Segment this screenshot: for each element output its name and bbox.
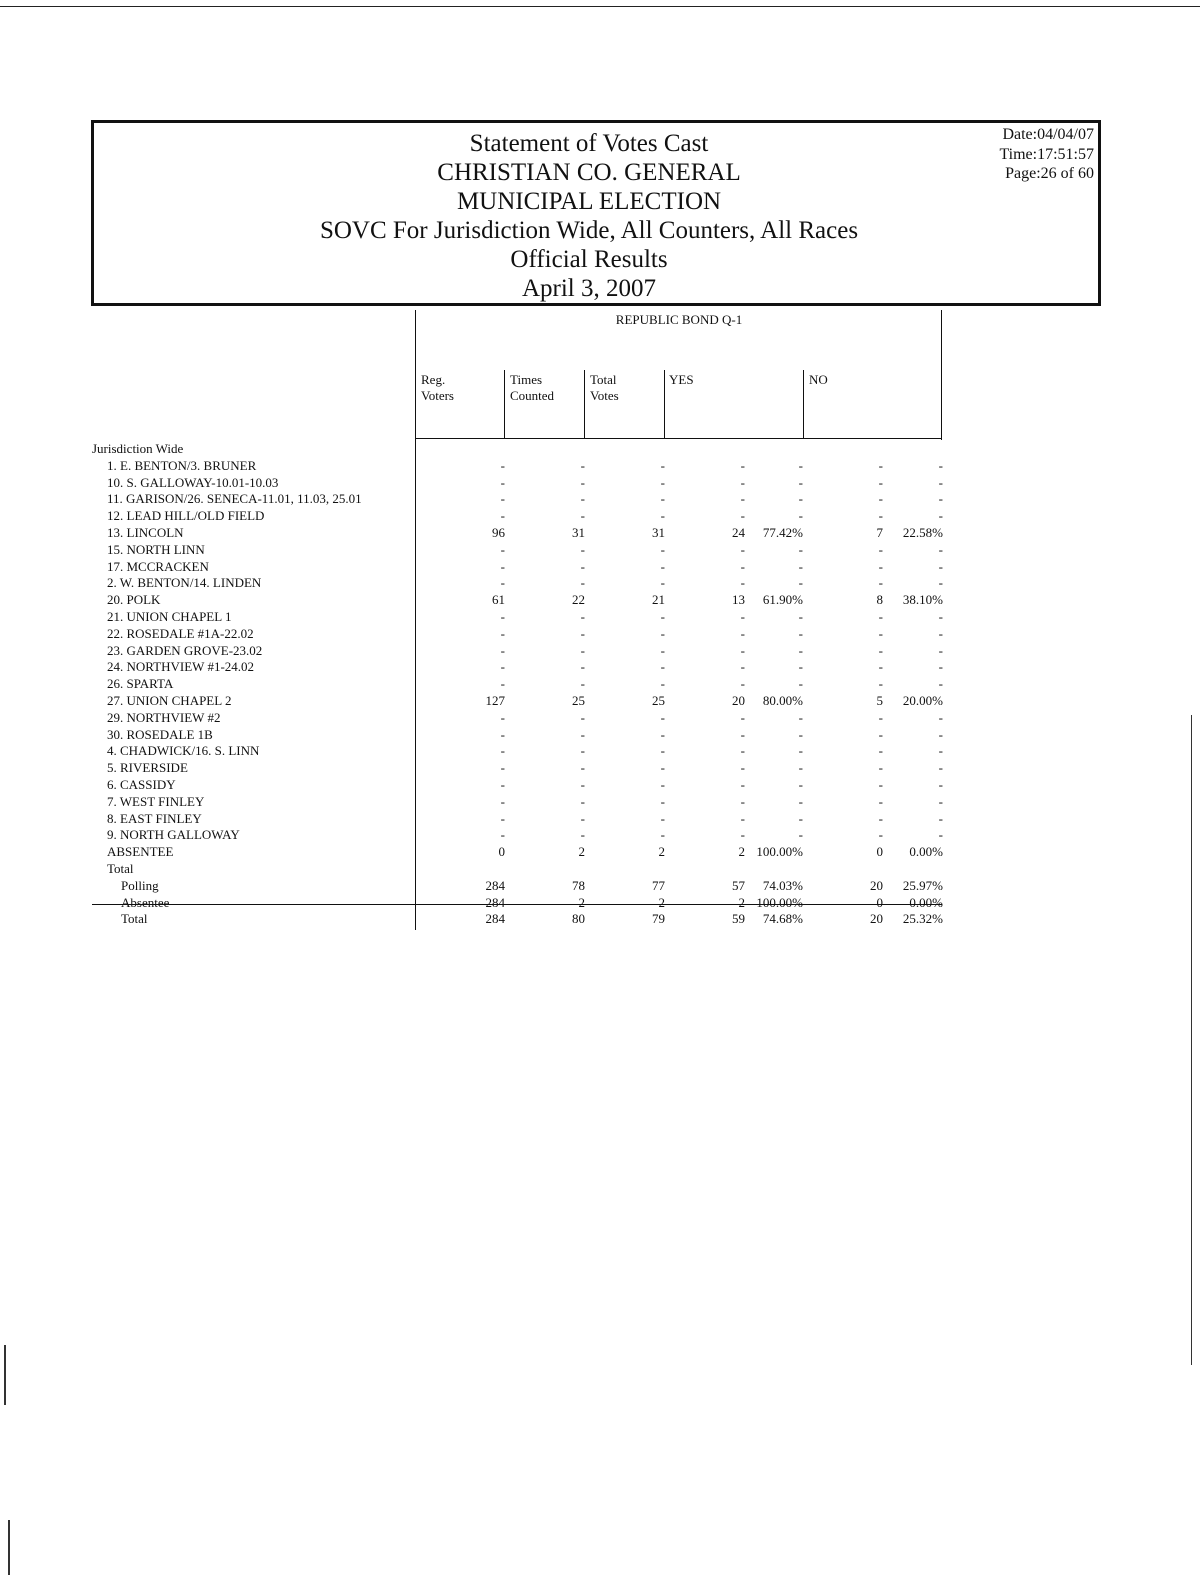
cell-no-count: -	[878, 777, 883, 792]
report-time: Time:17:51:57	[999, 145, 1094, 163]
cell-yes-count: -	[740, 491, 745, 507]
cell-reg-voters: 96	[492, 525, 505, 540]
cell-yes-count: -	[740, 508, 745, 524]
cell-total-votes: -	[660, 609, 665, 624]
cell-yes-count: -	[740, 709, 745, 725]
cell-reg-voters: -	[500, 474, 505, 490]
table-row	[0, 810, 960, 827]
title-line: Official Results	[510, 246, 668, 273]
row-label: 15. NORTH LINN	[107, 541, 205, 557]
cell-yes-percent: -	[798, 642, 803, 658]
col-header-total-votes: Total Votes	[590, 372, 619, 403]
col-header-no: NO	[809, 372, 828, 387]
cell-reg-voters: -	[500, 508, 505, 524]
table-row	[0, 507, 960, 524]
cell-total-votes: 25	[652, 693, 665, 708]
cell-reg-voters: -	[500, 642, 505, 658]
cell-total-votes: -	[660, 625, 665, 641]
row-label: Absentee	[121, 894, 170, 910]
cell-yes-count: 2	[738, 894, 745, 910]
table-row	[0, 457, 960, 474]
cell-no-percent: -	[938, 609, 943, 624]
cell-total-votes: -	[660, 709, 665, 725]
cell-no-percent: -	[938, 709, 943, 725]
cell-total-votes: -	[660, 760, 665, 776]
cell-no-count: 0	[876, 844, 883, 860]
table-row	[0, 742, 960, 759]
cell-no-percent: -	[938, 810, 943, 826]
table-row	[0, 658, 960, 675]
cell-reg-voters: -	[500, 541, 505, 557]
cell-yes-percent: 61.90%	[762, 592, 803, 608]
cell-times-counted: 80	[572, 911, 585, 927]
row-label: Polling	[121, 877, 159, 893]
cell-yes-count: -	[740, 642, 745, 658]
cell-reg-voters: -	[500, 760, 505, 776]
cell-times-counted: -	[580, 609, 585, 624]
cell-no-percent: -	[938, 457, 943, 473]
cell-total-votes: 31	[652, 525, 665, 540]
cell-times-counted: -	[580, 659, 585, 675]
row-label: 12. LEAD HILL/OLD FIELD	[107, 508, 265, 524]
col-header-times-counted	[510, 372, 554, 404]
cell-no-count: 8	[876, 592, 883, 608]
cell-total-votes: -	[660, 558, 665, 574]
cell-no-percent: 20.00%	[902, 693, 943, 708]
cell-yes-percent: -	[798, 676, 803, 692]
cell-times-counted: -	[580, 777, 585, 792]
cell-no-percent: 25.97%	[902, 877, 943, 893]
cell-no-percent: -	[938, 760, 943, 776]
cell-yes-percent: -	[798, 777, 803, 792]
table-row	[0, 490, 960, 507]
cell-yes-count: -	[740, 474, 745, 490]
cell-yes-percent: -	[798, 575, 803, 591]
cell-yes-percent: -	[798, 558, 803, 574]
cell-yes-percent: -	[798, 793, 803, 809]
row-label: 22. ROSEDALE #1A-22.02	[107, 625, 254, 641]
table-row	[0, 558, 960, 575]
table-row	[0, 675, 960, 692]
table-row	[0, 709, 960, 726]
cell-yes-count: 57	[732, 877, 745, 893]
cell-yes-percent: -	[798, 659, 803, 675]
report-title	[304, 129, 874, 303]
cell-times-counted: -	[580, 642, 585, 658]
cell-no-count: -	[878, 508, 883, 524]
row-label: 4. CHADWICK/16. S. LINN	[107, 743, 260, 759]
cell-no-count: 7	[876, 525, 883, 540]
cell-yes-percent: -	[798, 491, 803, 507]
cell-reg-voters: -	[500, 777, 505, 792]
cell-total-votes: -	[660, 793, 665, 809]
col-divider	[664, 370, 665, 438]
cell-no-percent: 22.58%	[902, 525, 943, 540]
cell-no-percent: -	[938, 793, 943, 809]
row-label: 21. UNION CHAPEL 1	[107, 609, 232, 624]
cell-yes-count: 2	[738, 844, 745, 860]
title-line: Statement of Votes Cast	[469, 130, 709, 157]
cell-yes-count: -	[740, 760, 745, 776]
cell-total-votes: -	[660, 642, 665, 658]
cell-yes-count: -	[740, 793, 745, 809]
cell-total-votes: 77	[652, 877, 665, 893]
cell-no-percent: -	[938, 558, 943, 574]
cell-reg-voters: -	[500, 709, 505, 725]
cell-yes-percent: -	[798, 760, 803, 776]
table-row	[0, 860, 960, 877]
cell-no-count: -	[878, 474, 883, 490]
table-row	[0, 440, 960, 457]
row-label: Total	[107, 861, 134, 876]
cell-times-counted: 31	[572, 525, 585, 540]
cell-reg-voters: -	[500, 793, 505, 809]
cell-no-count: 20	[870, 911, 883, 927]
page-top-rule	[0, 6, 1200, 7]
row-label: 1. E. BENTON/3. BRUNER	[107, 457, 257, 473]
cell-no-percent: -	[938, 777, 943, 792]
cell-no-percent: -	[938, 625, 943, 641]
cell-no-percent: 0.00%	[909, 844, 943, 860]
table-row	[0, 759, 960, 776]
cell-yes-count: -	[740, 726, 745, 742]
cell-yes-count: -	[740, 827, 745, 843]
cell-yes-percent: -	[798, 810, 803, 826]
cell-total-votes: -	[660, 457, 665, 473]
cell-no-count: 20	[870, 877, 883, 893]
title-line: SOVC For Jurisdiction Wide, All Counters, All Races	[319, 217, 859, 244]
table-row	[0, 793, 960, 810]
table-row	[0, 826, 960, 843]
report-header	[91, 120, 1101, 306]
table-right-rule	[941, 310, 942, 440]
row-label: 24. NORTHVIEW #1-24.02	[107, 659, 255, 675]
cell-times-counted: -	[580, 474, 585, 490]
cell-yes-count: -	[740, 541, 745, 557]
cell-no-percent: -	[938, 575, 943, 591]
cell-times-counted: 2	[578, 844, 585, 860]
cell-total-votes: -	[660, 541, 665, 557]
cell-no-percent: -	[938, 827, 943, 843]
cell-reg-voters: -	[500, 625, 505, 641]
col-divider	[803, 370, 804, 438]
cell-times-counted: -	[580, 676, 585, 692]
cell-yes-count: -	[740, 609, 745, 624]
row-label: Total	[121, 911, 148, 927]
cell-no-percent: -	[938, 726, 943, 742]
cell-no-percent: 38.10%	[902, 592, 943, 608]
cell-reg-voters: 284	[485, 911, 505, 927]
row-label: Jurisdiction Wide	[92, 441, 184, 456]
cell-no-count: -	[878, 676, 883, 692]
cell-reg-voters: -	[500, 810, 505, 826]
cell-no-count: -	[878, 457, 883, 473]
cell-reg-voters: 127	[485, 693, 505, 708]
row-label: 2. W. BENTON/14. LINDEN	[107, 575, 262, 591]
cell-no-count: -	[878, 810, 883, 826]
cell-times-counted: -	[580, 457, 585, 473]
table-row	[0, 541, 960, 558]
cell-yes-percent: 74.03%	[762, 877, 803, 893]
cell-times-counted: 22	[572, 592, 585, 608]
cell-total-votes: 79	[652, 911, 665, 927]
row-label: 8. EAST FINLEY	[107, 810, 202, 826]
cell-times-counted: -	[580, 541, 585, 557]
cell-yes-percent: -	[798, 457, 803, 473]
col-header-line: Times	[510, 372, 543, 387]
col-header-line: Counted	[510, 388, 555, 403]
cell-no-count: -	[878, 541, 883, 557]
cell-no-percent: -	[938, 474, 943, 490]
cell-total-votes: -	[660, 676, 665, 692]
row-label: 6. CASSIDY	[107, 777, 176, 792]
cell-times-counted: -	[580, 558, 585, 574]
row-label: 20. POLK	[107, 592, 161, 608]
title-line: MUNICIPAL ELECTION	[456, 188, 722, 215]
cell-reg-voters: 0	[498, 844, 505, 860]
cell-no-count: -	[878, 659, 883, 675]
col-header-reg-voters: Reg. Voters	[421, 372, 454, 403]
col-header-yes: YES	[669, 372, 694, 387]
cell-yes-count: -	[740, 810, 745, 826]
table-row	[0, 642, 960, 659]
row-label: 7. WEST FINLEY	[107, 793, 205, 809]
cell-no-count: -	[878, 609, 883, 624]
cell-total-votes: -	[660, 777, 665, 792]
cell-yes-percent: -	[798, 508, 803, 524]
cell-yes-percent: -	[798, 743, 803, 759]
cell-no-percent: -	[938, 541, 943, 557]
table-row	[0, 776, 960, 793]
cell-total-votes: -	[660, 575, 665, 591]
cell-yes-percent: -	[798, 709, 803, 725]
cell-no-percent: 0.00%	[909, 894, 943, 910]
cell-no-count: -	[878, 642, 883, 658]
table-row	[0, 625, 960, 642]
table-row	[0, 574, 960, 591]
cell-total-votes: 21	[652, 592, 665, 608]
cell-total-votes: -	[660, 726, 665, 742]
title-line: April 3, 2007	[521, 275, 657, 302]
cell-total-votes: -	[660, 810, 665, 826]
cell-yes-count: -	[740, 625, 745, 641]
cell-times-counted: -	[580, 810, 585, 826]
cell-reg-voters: 61	[492, 592, 505, 608]
cell-times-counted: 25	[572, 693, 585, 708]
cell-total-votes: -	[660, 474, 665, 490]
cell-no-count: -	[878, 558, 883, 574]
report-meta	[999, 125, 1094, 184]
row-label: 26. SPARTA	[107, 676, 174, 692]
row-label: 5. RIVERSIDE	[107, 760, 188, 776]
cell-yes-percent: 77.42%	[762, 525, 803, 540]
cell-total-votes: 2	[658, 894, 665, 910]
cell-yes-count: 13	[732, 592, 745, 608]
cell-times-counted: -	[580, 760, 585, 776]
col-divider	[504, 370, 505, 438]
cell-times-counted: -	[580, 575, 585, 591]
cell-no-count: -	[878, 575, 883, 591]
cell-no-percent: -	[938, 491, 943, 507]
cell-reg-voters: 284	[485, 877, 505, 893]
cell-yes-count: 59	[732, 911, 745, 927]
cell-reg-voters: -	[500, 609, 505, 624]
cell-reg-voters: -	[500, 575, 505, 591]
cell-no-percent: -	[938, 642, 943, 658]
cell-no-count: 0	[876, 894, 883, 910]
table-row	[0, 726, 960, 743]
cell-yes-percent: 100.00%	[756, 844, 803, 860]
row-label: 9. NORTH GALLOWAY	[107, 827, 240, 843]
cell-yes-percent: -	[798, 609, 803, 624]
cell-yes-count: -	[740, 743, 745, 759]
cell-yes-count: -	[740, 676, 745, 692]
table-row	[0, 692, 960, 709]
cell-yes-percent: -	[798, 474, 803, 490]
row-label: 17. MCCRACKEN	[107, 558, 209, 574]
cell-reg-voters: -	[500, 659, 505, 675]
cell-no-count: -	[878, 709, 883, 725]
cell-yes-percent: 100.00%	[756, 894, 803, 910]
cell-yes-count: -	[740, 575, 745, 591]
cell-no-count: -	[878, 743, 883, 759]
cell-no-count: -	[878, 625, 883, 641]
cell-yes-percent: -	[798, 625, 803, 641]
cell-reg-voters: 284	[485, 894, 505, 910]
cell-no-percent: 25.32%	[902, 911, 943, 927]
cell-no-count: 5	[876, 693, 883, 708]
race-title: REPUBLIC BOND Q-1	[615, 312, 743, 327]
table-row	[0, 843, 960, 860]
cell-reg-voters: -	[500, 457, 505, 473]
cell-yes-count: -	[740, 558, 745, 574]
cell-yes-count: -	[740, 659, 745, 675]
row-label: 23. GARDEN GROVE-23.02	[107, 642, 263, 658]
cell-reg-voters: -	[500, 558, 505, 574]
cell-yes-percent: 74.68%	[762, 911, 803, 927]
row-label: 13. LINCOLN	[107, 525, 184, 540]
table-row	[0, 591, 960, 608]
cell-total-votes: 2	[658, 844, 665, 860]
cell-no-percent: -	[938, 659, 943, 675]
row-label: 10. S. GALLOWAY-10.01-10.03	[107, 474, 279, 490]
cell-yes-percent: -	[798, 827, 803, 843]
table-row	[0, 474, 960, 491]
cell-reg-voters: -	[500, 743, 505, 759]
cell-times-counted: -	[580, 508, 585, 524]
cell-times-counted: -	[580, 491, 585, 507]
cell-no-percent: -	[938, 508, 943, 524]
table-row	[0, 524, 960, 541]
header-bottom-rule	[415, 438, 942, 439]
col-divider	[584, 370, 585, 438]
cell-times-counted: -	[580, 625, 585, 641]
cell-reg-voters: -	[500, 676, 505, 692]
bottom-left-mark	[8, 1520, 10, 1575]
cell-reg-voters: -	[500, 491, 505, 507]
right-edge-mark	[1191, 715, 1192, 1365]
row-label: ABSENTEE	[107, 844, 174, 860]
cell-times-counted: -	[580, 726, 585, 742]
cell-total-votes: -	[660, 743, 665, 759]
cell-no-count: -	[878, 827, 883, 843]
cell-yes-count: -	[740, 777, 745, 792]
left-edge-mark	[4, 1345, 6, 1405]
cell-times-counted: 78	[572, 877, 585, 893]
report-date: Date:04/04/07	[1002, 126, 1094, 143]
cell-no-percent: -	[938, 743, 943, 759]
report-page: Page:26 of 60	[1005, 165, 1094, 182]
cell-total-votes: -	[660, 827, 665, 843]
table-row	[0, 894, 960, 911]
cell-no-count: -	[878, 726, 883, 742]
cell-total-votes: -	[660, 508, 665, 524]
cell-no-count: -	[878, 760, 883, 776]
cell-times-counted: -	[580, 743, 585, 759]
row-label: 29. NORTHVIEW #2	[107, 709, 221, 725]
cell-times-counted: -	[580, 709, 585, 725]
cell-yes-percent: -	[798, 541, 803, 557]
table-row	[0, 877, 960, 894]
cell-reg-voters: -	[500, 726, 505, 742]
cell-total-votes: -	[660, 491, 665, 507]
cell-yes-percent: -	[798, 726, 803, 742]
row-label: 27. UNION CHAPEL 2	[107, 693, 232, 708]
cell-total-votes: -	[660, 659, 665, 675]
cell-yes-count: 20	[732, 693, 745, 708]
cell-yes-percent: 80.00%	[762, 693, 803, 708]
cell-no-percent: -	[938, 676, 943, 692]
cell-times-counted: -	[580, 793, 585, 809]
cell-times-counted: -	[580, 827, 585, 843]
table-row	[0, 608, 960, 625]
cell-no-count: -	[878, 793, 883, 809]
cell-yes-count: -	[740, 457, 745, 473]
cell-reg-voters: -	[500, 827, 505, 843]
cell-times-counted: 2	[578, 894, 585, 910]
title-line: CHRISTIAN CO. GENERAL	[437, 159, 741, 186]
table-row	[0, 910, 960, 927]
row-label: 30. ROSEDALE 1B	[107, 726, 213, 742]
row-label: 11. GARISON/26. SENECA-11.01, 11.03, 25.01	[107, 491, 362, 507]
cell-yes-count: 24	[732, 525, 745, 540]
cell-no-count: -	[878, 491, 883, 507]
